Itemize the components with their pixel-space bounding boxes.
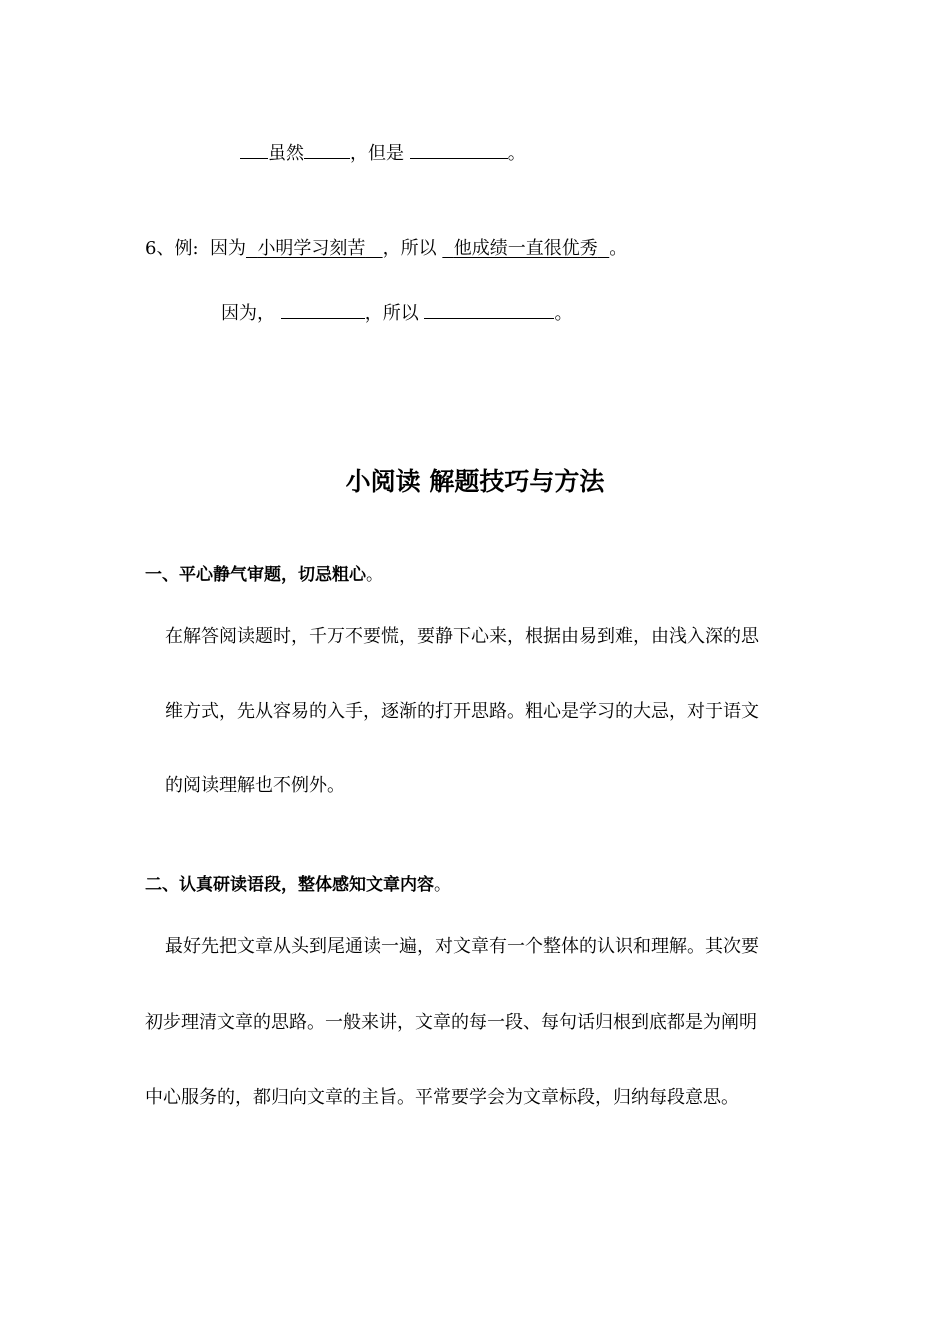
answer-blank[interactable] [281,300,365,319]
section-1-paragraph-line: 维方式，先从容易的入手，逐渐的打开思路。粗心是学习的大忌，对于语文 [165,701,759,722]
section-2-heading: 二、认真研读语段，整体感知文章内容。 [145,875,451,895]
exercise-6-because: 因为 [209,238,246,259]
exercise-6-so: ，所以 [382,238,437,259]
exercise-5-line [240,140,526,166]
section-2-paragraph-line: 中心服务的，都归向文章的主旨。平常要学会为文章标段，归纳每段意思。 [145,1087,739,1108]
section-2-paragraph-line: 初步理清文章的思路。一般来讲，文章的每一段、每句话归根到底都是为阐明 [145,1012,757,1033]
answer-blank[interactable] [410,140,508,159]
exercise-6-blank-so: ，所以 [364,303,419,324]
exercise-5-end: 。 [507,143,526,164]
exercise-5-although: 虽然 [268,143,304,164]
section-1-paragraph-line: 的阅读理解也不例外。 [165,775,345,796]
exercise-6-number: 6、例: [145,238,199,259]
answer-blank[interactable] [304,140,350,159]
section-1-heading: 一、平心静气审题，切忌粗心。 [145,565,383,585]
answer-blank[interactable] [240,140,268,159]
exercise-5-but: ，但是 [350,143,404,164]
exercise-6-example-cause: 小明学习刻苦 [257,238,366,259]
exercise-6-end: 。 [609,238,628,259]
exercise-6-blank-end: 。 [554,303,573,324]
answer-blank[interactable] [424,300,554,319]
exercise-6-fill-line [221,300,572,326]
exercise-6-blank-because: 因为， [221,303,275,324]
section-1-paragraph-line: 在解答阅读题时，千万不要慌，要静下心来，根据由易到难，由浅入深的思 [165,626,759,647]
page-title: 小阅读 解题技巧与方法 [345,467,605,496]
exercise-6-example-effect: 他成绩一直很优秀 [453,238,598,259]
exercise-6-example-line [145,237,627,261]
section-2-paragraph-line: 最好先把文章从头到尾通读一遍，对文章有一个整体的认识和理解。其次要 [165,936,759,957]
